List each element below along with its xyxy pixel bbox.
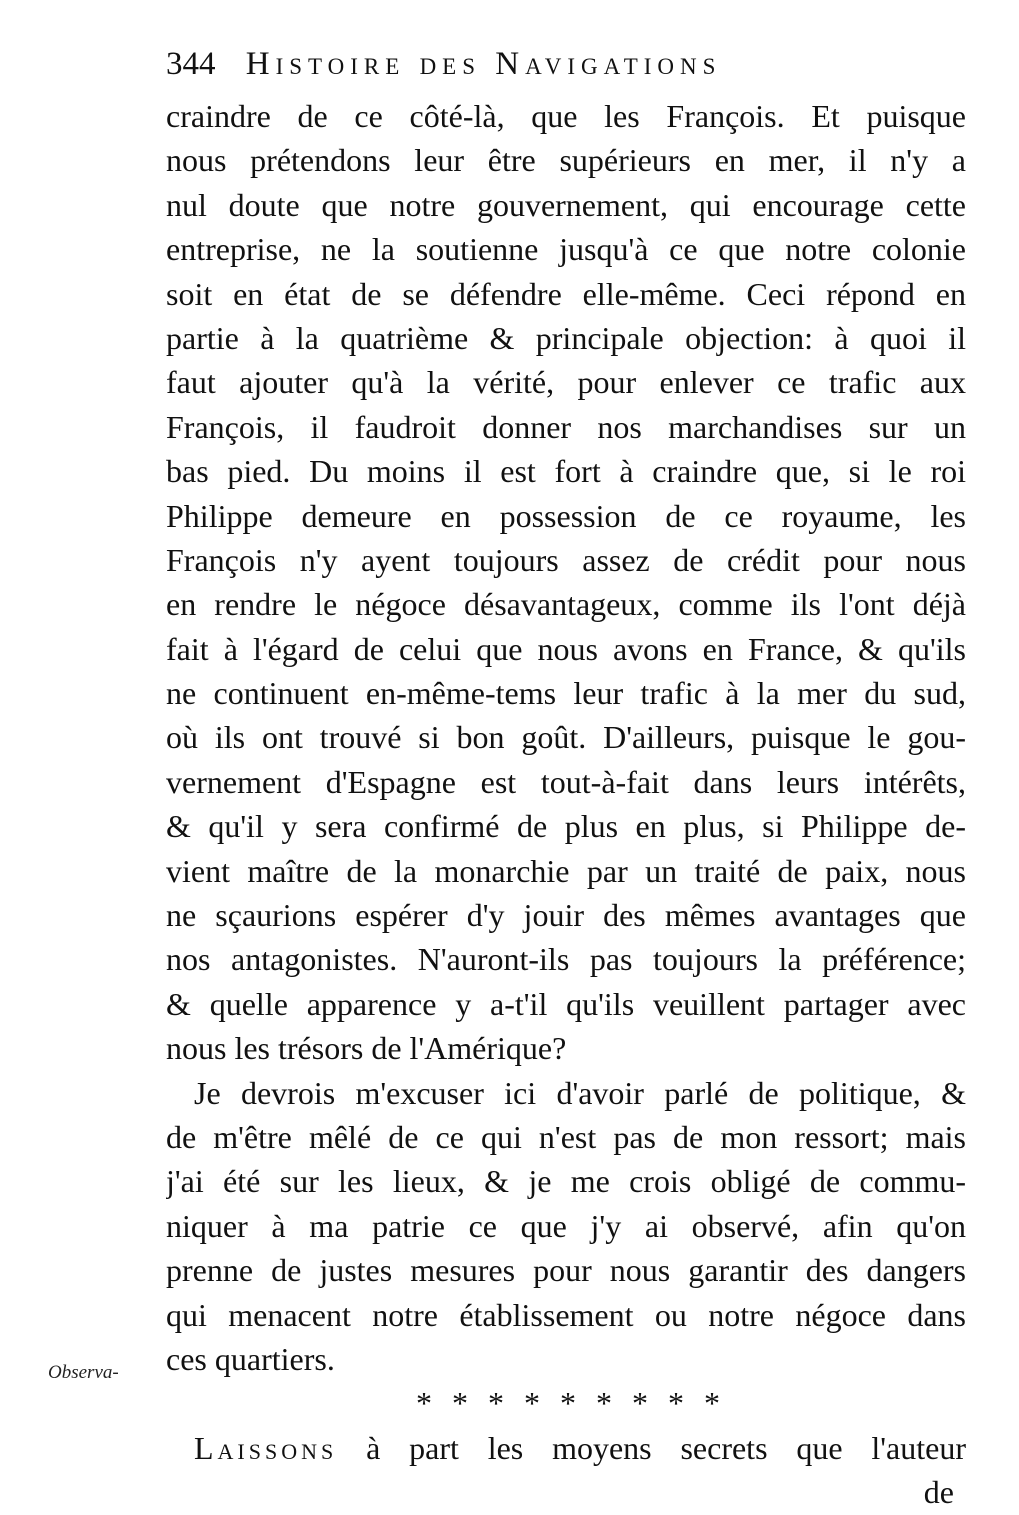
page-number: 344: [166, 46, 216, 82]
text-line: qui menacent notre établissement ou notre négoce dans: [166, 1296, 966, 1333]
text-line: en rendre le négoce désavantageux, comme ils l'ont déjà: [166, 586, 966, 623]
text-line: faut ajouter qu'à la vérité, pour enlever ce trafic aux: [166, 364, 966, 401]
text-line: prenne de justes mesures pour nous garantir des dangers: [166, 1252, 966, 1289]
text-line: ne continuent en-même-tems leur trafic à la mer du sud,: [166, 675, 966, 712]
margin-note: Observa-: [48, 1362, 119, 1383]
text-line: & quelle apparence y a-t'il qu'ils veuillent partager avec: [166, 985, 966, 1022]
body-text: [166, 94, 966, 1515]
text-line: niquer à ma patrie ce que j'y ai observé, afin qu'on: [166, 1207, 966, 1244]
text-line: nos antagonistes. N'auront-ils pas toujours la préférence;: [166, 941, 966, 978]
running-title: Histoire des Navigations: [245, 46, 722, 82]
text-line: ces quartiers.: [166, 1340, 335, 1377]
text-line: & qu'il y sera confirmé de plus en plus, si Philippe de-: [166, 808, 966, 845]
page-header: [166, 46, 966, 92]
paragraph-3-initial-word: Laissons: [194, 1429, 338, 1466]
text-line: j'ai été sur les lieux, & je me crois obligé de commu-: [166, 1163, 966, 1200]
catchword: de: [923, 1474, 954, 1511]
paragraph-2: [166, 1071, 966, 1382]
text-line: ne sçaurions espérer d'y jouir des mêmes avantages que: [166, 897, 966, 934]
paragraph-3-first-line: [166, 1426, 966, 1470]
text-line: Philippe demeure en possession de ce royaume, les: [166, 497, 966, 534]
text-line: Je devrois m'excuser ici d'avoir parlé de politique, &: [194, 1074, 966, 1111]
text-line: de m'être mêlé de ce qui n'est pas de mon ressort; mais: [166, 1118, 966, 1155]
text-line: craindre de ce côté-là, que les François. Et puisque: [166, 98, 966, 134]
text-line: François n'y ayent toujours assez de crédit pour nous: [166, 541, 966, 578]
text-line: fait à l'égard de celui que nous avons en France, & qu'ils: [166, 630, 966, 667]
text-line: François, il faudroit donner nos marchandises sur un: [166, 408, 966, 445]
text-line: nous prétendons leur être supérieurs en mer, il n'y a: [166, 142, 966, 179]
text-line: soit en état de se défendre elle-même. Ceci répond en: [166, 275, 966, 312]
text-line: vernement d'Espagne est tout-à-fait dans leurs intérêts,: [166, 763, 966, 800]
text-line: entreprise, ne la soutienne jusqu'à ce que notre colonie: [166, 231, 966, 268]
text-line: nous les trésors de l'Amérique?: [166, 1030, 567, 1067]
paragraph-3-first-line-rest: à part les moyens secrets que l'auteur: [337, 1429, 966, 1466]
section-separator: * * * * * * * * *: [416, 1385, 726, 1422]
text-line: où ils ont trouvé si bon goût. D'ailleurs, puisque le gou-: [166, 719, 966, 756]
text-line: vient maître de la monarchie par un traité de paix, nous: [166, 852, 966, 889]
paragraph-1: [166, 94, 966, 1071]
text-line: nul doute que notre gouvernement, qui encourage cette: [166, 186, 966, 223]
text-line: bas pied. Du moins il est fort à craindre que, si le roi: [166, 453, 966, 490]
text-line: partie à la quatrième & principale objection: à quoi il: [166, 319, 966, 356]
